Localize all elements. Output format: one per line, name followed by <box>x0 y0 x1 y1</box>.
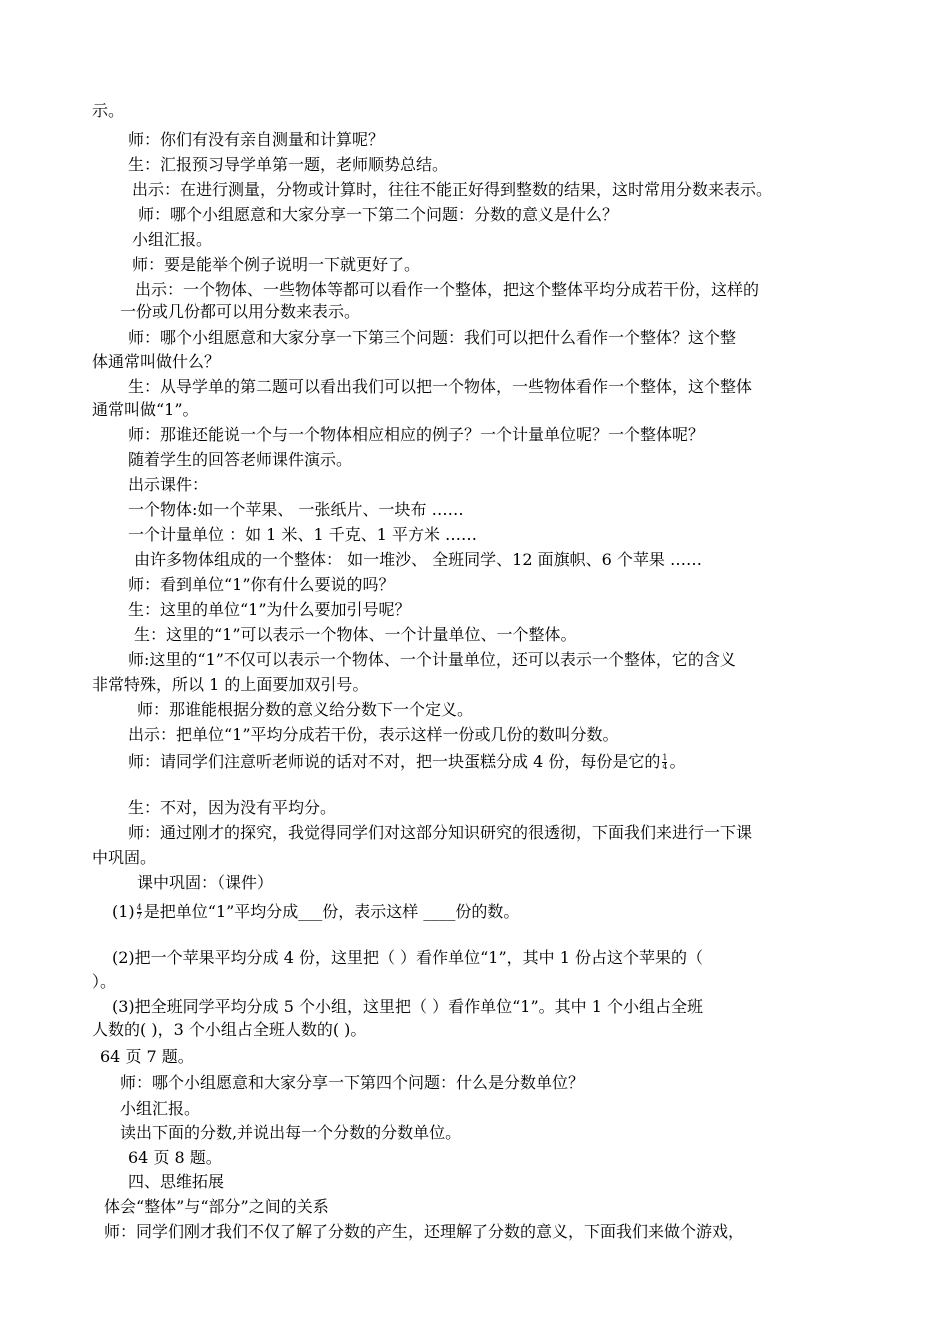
text-line: 一个物体:如一个苹果、 一张纸片、一块布 …… <box>128 500 464 519</box>
text-line: 一个计量单位 ：如 1 米、1 千克、1 平方米 …… <box>128 525 478 544</box>
section-heading: 四、思维拓展 <box>128 1172 225 1191</box>
text-segment: 。 <box>669 752 686 771</box>
text-line: 出示：一个物体、一些物体等都可以看作一个整体，把这个整体平均分成若干份，这样的 <box>135 280 760 299</box>
text-line: 师：看到单位“1”你有什么要说的吗？ <box>128 575 395 594</box>
text-line: 课中巩固：（课件） <box>137 873 274 892</box>
fraction-numerator: 1 <box>662 753 668 762</box>
text-line: 师：你们有没有亲自测量和计算呢？ <box>128 130 385 149</box>
text-line: 生：汇报预习导学单第一题，老师顺势总结。 <box>128 155 449 174</box>
question-text: 是把单位“1”平均分成___份，表示这样 ____份的数。 <box>143 902 520 921</box>
text-line: 非常特殊，所以 1 的上面要加双引号。 <box>92 675 369 694</box>
text-line: 人数的( )，3 个小组占全班人数的( )。 <box>92 1020 367 1039</box>
text-line: 生：这里的“1”可以表示一个物体、一个计量单位、一个整体。 <box>134 625 577 644</box>
question-1 <box>112 902 519 922</box>
fraction-denominator: 4 <box>662 762 668 771</box>
fraction-numerator: 4 <box>136 903 142 912</box>
text-line: 示。 <box>92 101 125 120</box>
text-line: 体通常叫做什么？ <box>92 352 221 371</box>
text-line: 出示：在进行测量，分物或计算时，往往不能正好得到整数的结果，这时常用分数来表示。 <box>132 180 773 199</box>
text-line: 读出下面的分数,并说出每一个分数的分数单位。 <box>120 1123 462 1142</box>
text-line: 出示课件： <box>128 475 209 494</box>
text-line-with-fraction <box>128 752 685 772</box>
fraction-denominator: 7 <box>136 912 142 921</box>
text-line: 师：要是能举个例子说明一下就更好了。 <box>132 255 421 274</box>
text-line: 师:这里的“1”不仅可以表示一个物体、一个计量单位，还可以表示一个整体，它的含义 <box>128 650 736 669</box>
text-line: 体会“整体”与“部分”之间的关系 <box>104 1197 329 1216</box>
text-line: 由许多物体组成的一个整体： 如一堆沙、 全班同学、12 面旗帜、6 个苹果 …… <box>134 550 702 569</box>
text-line: 师：哪个小组愿意和大家分享一下第三个问题：我们可以把什么看作一个整体？这个整 <box>128 328 737 347</box>
text-line: ）。 <box>92 972 117 991</box>
text-line: 师：通过刚才的探究，我觉得同学们对这部分知识研究的很透彻，下面我们来进行一下课 <box>128 823 753 842</box>
text-line: 随着学生的回答老师课件演示。 <box>128 450 353 469</box>
text-line: 一份或几份都可以用分数来表示。 <box>120 302 361 321</box>
text-line: 师：哪个小组愿意和大家分享一下第四个问题：什么是分数单位？ <box>120 1073 585 1092</box>
text-line: 师：同学们刚才我们不仅了解了分数的产生，还理解了分数的意义，下面我们来做个游戏， <box>104 1222 745 1241</box>
fraction <box>137 904 142 921</box>
text-line: (3)把全班同学平均分成 5 个小组，这里把（ ）看作单位“1”。其中 1 个小组占全班 <box>112 997 703 1016</box>
text-line: 小组汇报。 <box>120 1099 201 1118</box>
text-line: 小组汇报。 <box>132 230 213 249</box>
text-line: 出示：把单位“1”平均分成若干份，表示这样一份或几份的数叫分数。 <box>128 725 619 744</box>
text-line: 师：那谁能根据分数的意义给分数下一个定义。 <box>137 700 474 719</box>
text-line: (2)把一个苹果平均分成 4 份，这里把（ ）看作单位“1”，其中 1 份占这个苹果的（ <box>112 948 703 967</box>
fraction <box>662 754 667 771</box>
text-line: 64 页 7 题。 <box>100 1047 194 1066</box>
text-line: 中巩固。 <box>92 848 157 867</box>
text-line: 师：那谁还能说一个与一个物体相应相应的例子？一个计量单位呢？一个整体呢？ <box>128 425 705 444</box>
question-number: (1) <box>112 902 135 921</box>
text-line: 生：从导学单的第二题可以看出我们可以把一个物体，一些物体看作一个整体，这个整体 <box>128 377 753 396</box>
text-line: 生：这里的单位“1”为什么要加引号呢？ <box>128 600 411 619</box>
text-line: 师：哪个小组愿意和大家分享一下第二个问题：分数的意义是什么？ <box>138 205 619 224</box>
text-line: 64 页 8 题。 <box>128 1148 222 1167</box>
text-segment: 师：请同学们注意听老师说的话对不对，把一块蛋糕分成 4 份，每份是它的 <box>128 752 661 771</box>
text-line: 通常叫做“1”。 <box>92 400 199 419</box>
text-line: 生：不对，因为没有平均分。 <box>128 798 337 817</box>
